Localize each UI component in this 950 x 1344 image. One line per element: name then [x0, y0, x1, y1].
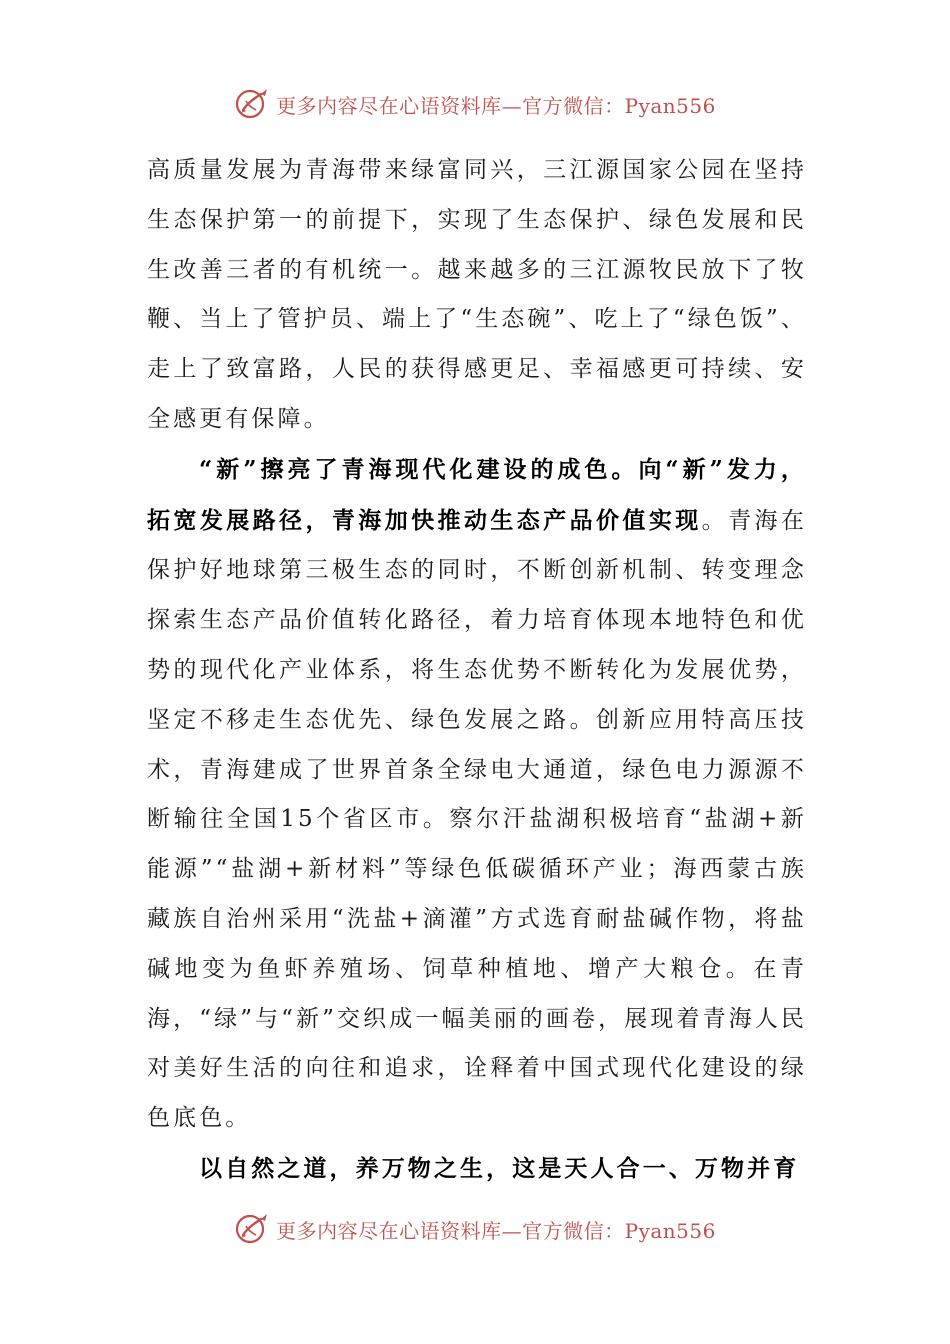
- paragraph-1-text: 高质量发展为青海带来绿富同兴，三江源国家公园在坚持生态保护第一的前提下，实现了生态保护、绿色发展和民生改善三者的有机统一。越来越多的三江源牧民放下了牧鞭、当上了管护员、端上了“生态碗”、吃上了“绿色饭”、走上了致富路，人民的获得感更足、幸福感更可持续、安全感更有保障。: [147, 157, 807, 432]
- pen-logo-icon: [234, 1211, 270, 1247]
- header-banner: [0, 82, 950, 126]
- paragraph-2-bold-lead: “新”擦亮了青海现代化建设的成色。向“新”发力，拓宽发展路径，青海加快推动生态产品价值实现: [147, 455, 807, 534]
- paragraph-3-bold-lead: 以自然之道，养万物之生，这是天人合一、万物并育: [199, 1154, 800, 1182]
- footer-banner-text: 更多内容尽在心语资料库—官方微信：Pyan556: [276, 1218, 716, 1243]
- paragraph-1: [147, 146, 807, 445]
- paragraph-2-text: 。青海在保护好地球第三极生态的同时，不断创新机制、转变理念探索生态产品价值转化路径，着力培育体现本地特色和优势的现代化产业体系，将生态优势不断转化为发展优势，坚定不移走生态优先、绿色发展之路。创新应用特高压技术，青海建成了世界首条全绿电大通道，绿色电力源源不断输往全国15个省区市。察尔汗盐湖积极培育“盐湖+新能源”“盐湖+新材料”等绿色低碳循环产业；海西蒙古族藏族自治州采用“洗盐+滴灌”方式选育耐盐碱作物，将盐碱地变为鱼虾养殖场、饲草种植地、增产大粮仓。在青海，“绿”与“新”交织成一幅美丽的画卷，展现着青海人民对美好生活的向往和追求，诠释着中国式现代化建设的绿色底色。: [147, 507, 807, 1132]
- footer-banner: [0, 1207, 950, 1251]
- header-banner-text: 更多内容尽在心语资料库—官方微信：Pyan556: [276, 93, 716, 118]
- pen-logo-icon: [234, 86, 270, 122]
- paragraph-2: [147, 445, 807, 1144]
- paragraph-3: [147, 1144, 807, 1195]
- document-body: [147, 146, 807, 1195]
